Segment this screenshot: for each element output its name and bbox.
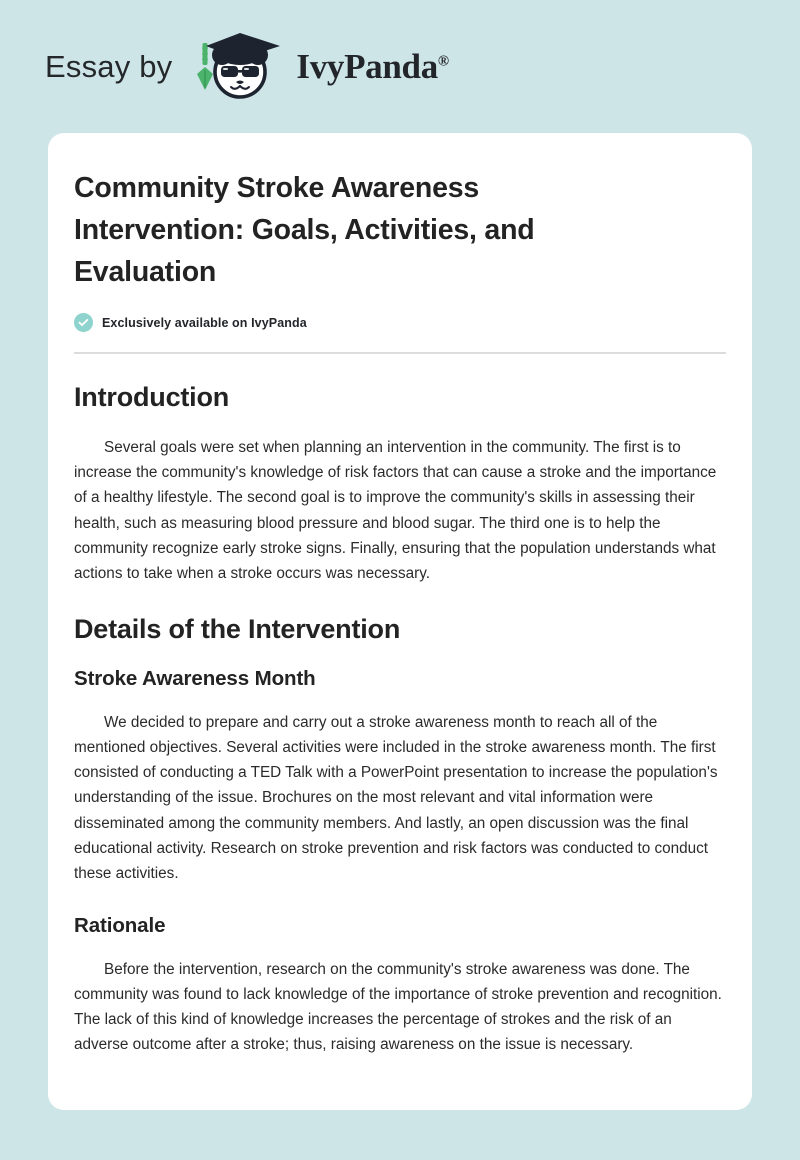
check-circle-icon xyxy=(74,313,93,332)
essay-content xyxy=(74,167,726,1058)
subsection-heading-rationale: Rationale xyxy=(74,914,166,938)
brand-wordmark xyxy=(296,49,448,84)
paragraph-stroke-awareness-month-1: We decided to prepare and carry out a stroke awareness month to reach all of the mentioned objectives. Several activities were included in the stroke awareness month. The first consisted of conducting a TED Talk with a PowerPoint presentation to increase the population's understanding of the issue. Brochures on the most relevant and vital information were disseminated among the community members. And lastly, an open discussion was the final educational activity. Research on stroke prevention and risk factors was conducted to conduct these activities. xyxy=(74,713,718,883)
ivypanda-logo[interactable] xyxy=(188,34,448,100)
header-divider xyxy=(74,352,726,354)
exclusivity-badge xyxy=(74,313,726,332)
ivypanda-panda-graduate-logo-icon xyxy=(188,34,292,100)
section-heading-introduction: Introduction xyxy=(74,382,230,412)
paragraph-introduction-1: Several goals were set when planning an intervention in the community. The first is to increase the community's knowledge of risk factors that can cause a stroke and the importance of a healthy lifestyle. The second goal is to improve the community's skills in assessing their health, such as measuring blood pressure and blood sugar. The third one is to help the community recognize early stroke signs. Finally, ensuring that the population understands what actions to take when a stroke occurs was necessary. xyxy=(74,439,717,583)
brand-wordmark-text: IvyPanda xyxy=(296,47,438,86)
paragraph-rationale-1: Before the intervention, research on the community's stroke awareness was done. The community was found to lack knowledge of the importance of stroke prevention and recognition. The lack of this kind of knowledge increases the percentage of strokes and the risk of an adverse outcome after a stroke; thus, raising awareness on the issue is necessary. xyxy=(74,960,722,1054)
page-title: Community Stroke Awareness Intervention: Goals, Activities, and Evaluation xyxy=(74,172,535,288)
subsection-heading-stroke-awareness-month: Stroke Awareness Month xyxy=(74,667,316,691)
registered-trademark-icon: ® xyxy=(437,53,449,70)
essay-paper-card xyxy=(48,133,752,1110)
brand-header xyxy=(0,0,800,133)
section-heading-details-of-the-intervention: Details of the Intervention xyxy=(74,614,401,645)
brand-prefix-label: Essay by xyxy=(45,49,173,84)
exclusivity-badge-label: Exclusively available on IvyPanda xyxy=(102,315,307,330)
